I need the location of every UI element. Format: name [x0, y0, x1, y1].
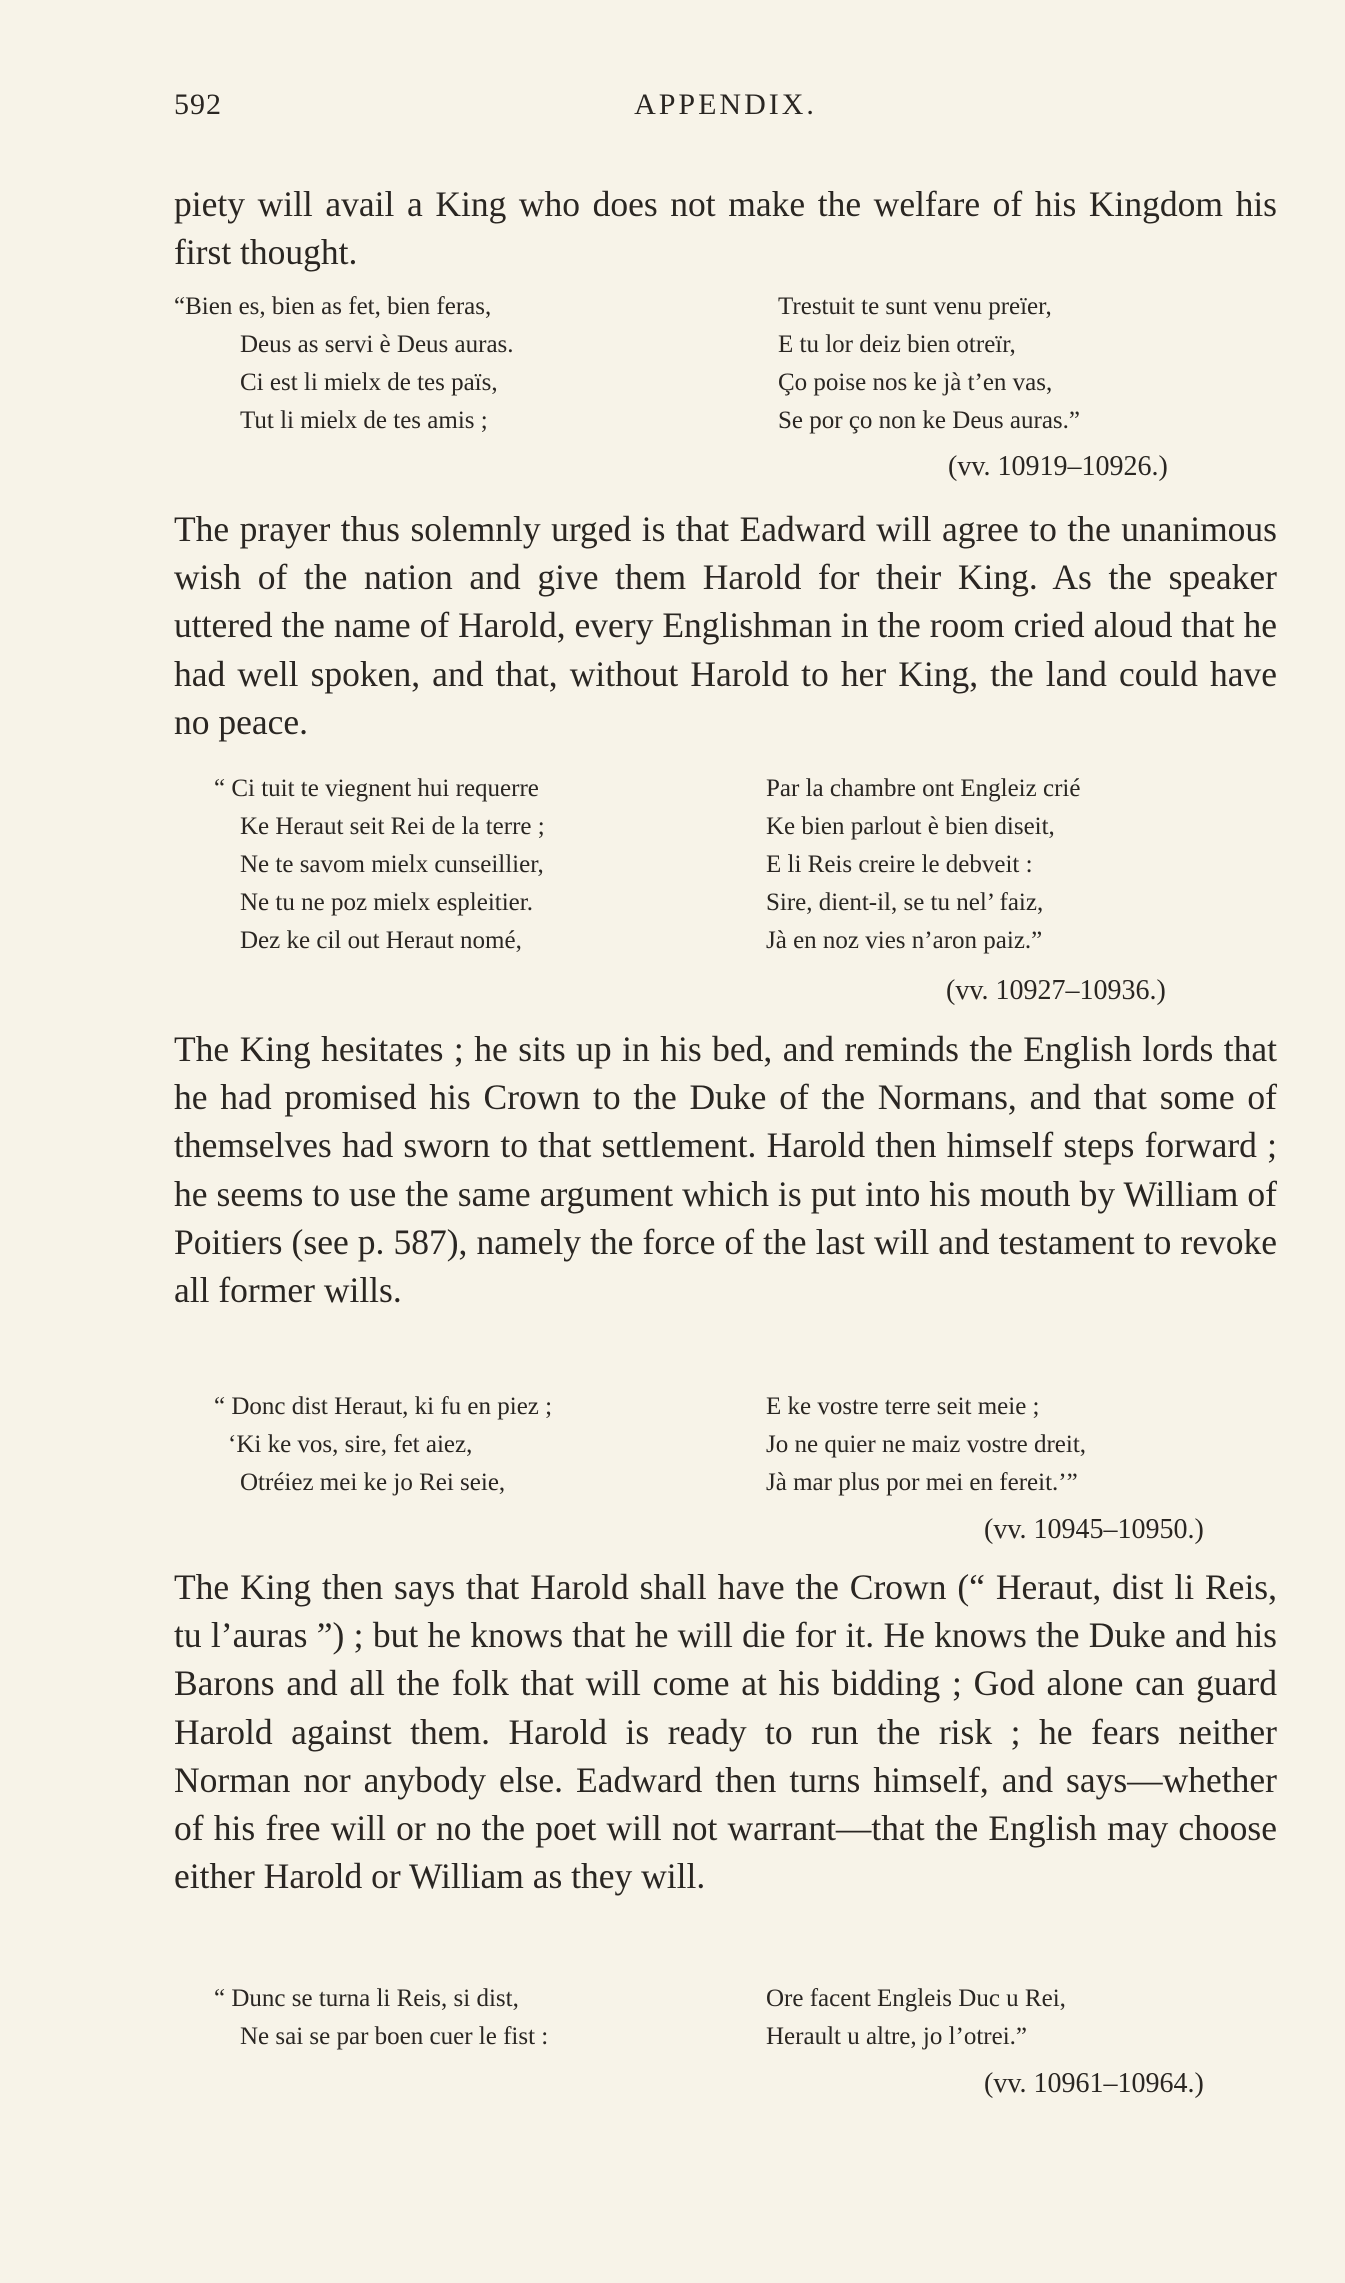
running-header	[174, 88, 1277, 128]
paragraph-text: The King hesitates ; he sits up in his bed, and reminds the English lords that he had promised his Crown to the Duke of the Normans, and that some of themselves had sworn to that settlement. Harold then himself steps forward ; he seems to use the same argument which is put into his mouth by William of Poitiers (see p. 587), namely the force of the last will and testament to revoke all former wills.	[174, 1029, 1277, 1311]
verse-line: “ Dunc se turna li Reis, si dist,	[214, 1985, 519, 2012]
verse-3-citation: (vv. 10945–10950.)	[984, 1514, 1204, 1545]
verse-line: “ Ci tuit te viegnent hui requerre	[214, 775, 539, 802]
verse-line: Jà en noz vies n’aron paiz.”	[766, 927, 1043, 954]
verse-line: Ci est li mielx de tes païs,	[240, 369, 498, 396]
verse-2-right	[766, 770, 1080, 960]
verse-line: Tut li mielx de tes amis ;	[240, 407, 488, 434]
verse-2-citation: (vv. 10927–10936.)	[946, 975, 1166, 1006]
verse-line: ‘Ki ke vos, sire, fet aiez,	[228, 1431, 473, 1458]
verse-line: Jo ne quier ne maiz vostre dreit,	[766, 1431, 1087, 1458]
verse-3-left	[214, 1388, 552, 1502]
paragraph-4	[174, 1563, 1277, 1900]
verse-1-left	[174, 288, 514, 440]
verse-line: E tu lor deiz bien otreïr,	[778, 331, 1016, 358]
verse-line: Otréiez mei ke jo Rei seie,	[240, 1469, 506, 1496]
verse-line: E ke vostre terre seit meie ;	[766, 1393, 1040, 1420]
verse-4-right	[766, 1980, 1066, 2056]
paragraph-text: The prayer thus solemnly urged is that Eadward will agree to the unanimous wish of the nation and give them Harold for their King. As the speaker uttered the name of Harold, every Englishman in the room cried aloud that he had well spoken, and that, without Harold to her King, the land could have no peace.	[174, 509, 1277, 742]
verse-line: Ke bien parlout è bien diseit,	[766, 813, 1055, 840]
running-title: APPENDIX.	[634, 88, 817, 121]
verse-line: Ne tu ne poz mielx espleitier.	[240, 889, 533, 916]
verse-1-citation: (vv. 10919–10926.)	[948, 451, 1168, 482]
paragraph-3	[174, 1025, 1277, 1314]
verse-line: Par la chambre ont Engleiz crié	[766, 775, 1081, 802]
paragraph-2	[174, 505, 1277, 746]
verse-line: Dez ke cil out Heraut nomé,	[240, 927, 522, 954]
verse-line: Ne te savom mielx cunseillier,	[240, 851, 544, 878]
verse-4-left	[214, 1980, 548, 2056]
page-number: 592	[174, 88, 222, 121]
verse-line: Ke Heraut seit Rei de la terre ;	[240, 813, 545, 840]
verse-line: Herault u altre, jo l’otrei.”	[766, 2023, 1027, 2050]
verse-line: Ore facent Engleis Duc u Rei,	[766, 1985, 1066, 2012]
verse-line: “Bien es, bien as fet, bien feras,	[174, 293, 492, 320]
paragraph-text: piety will avail a King who does not make the welfare of his Kingdom his first thought.	[174, 184, 1277, 273]
paragraph-1	[174, 180, 1277, 276]
verse-4-citation: (vv. 10961–10964.)	[984, 2068, 1204, 2099]
verse-line: Trestuit te sunt venu preïer,	[778, 293, 1052, 320]
verse-2-left	[214, 770, 545, 960]
verse-line: Deus as servi è Deus auras.	[240, 331, 514, 358]
verse-line: Ço poise nos ke jà t’en vas,	[778, 369, 1053, 396]
verse-line: Jà mar plus por mei en fereit.’”	[766, 1469, 1078, 1496]
verse-line: Ne sai se par boen cuer le fist :	[240, 2023, 549, 2050]
verse-3-right	[766, 1388, 1086, 1502]
verse-line: “ Donc dist Heraut, ki fu en piez ;	[214, 1393, 553, 1420]
paragraph-text: The King then says that Harold shall have the Crown (“ Heraut, dist li Reis, tu l’auras ”) ; but he knows that he will die for it. He knows the Duke and his Barons and all the folk that will come at his bidding ; God alone can guard Harold against them. Harold is ready to run the risk ; he fears neither Norman nor anybody else. Eadward then turns himself, and says—whether of his free will or no the poet will not warrant—that the English may choose either Harold or William as they will.	[174, 1567, 1277, 1897]
verse-line: Sire, dient-il, se tu nel’ faiz,	[766, 889, 1044, 916]
verse-line: E li Reis creire le debveit :	[766, 851, 1033, 878]
verse-line: Se por ço non ke Deus auras.”	[778, 407, 1080, 434]
verse-1-right	[778, 288, 1080, 440]
